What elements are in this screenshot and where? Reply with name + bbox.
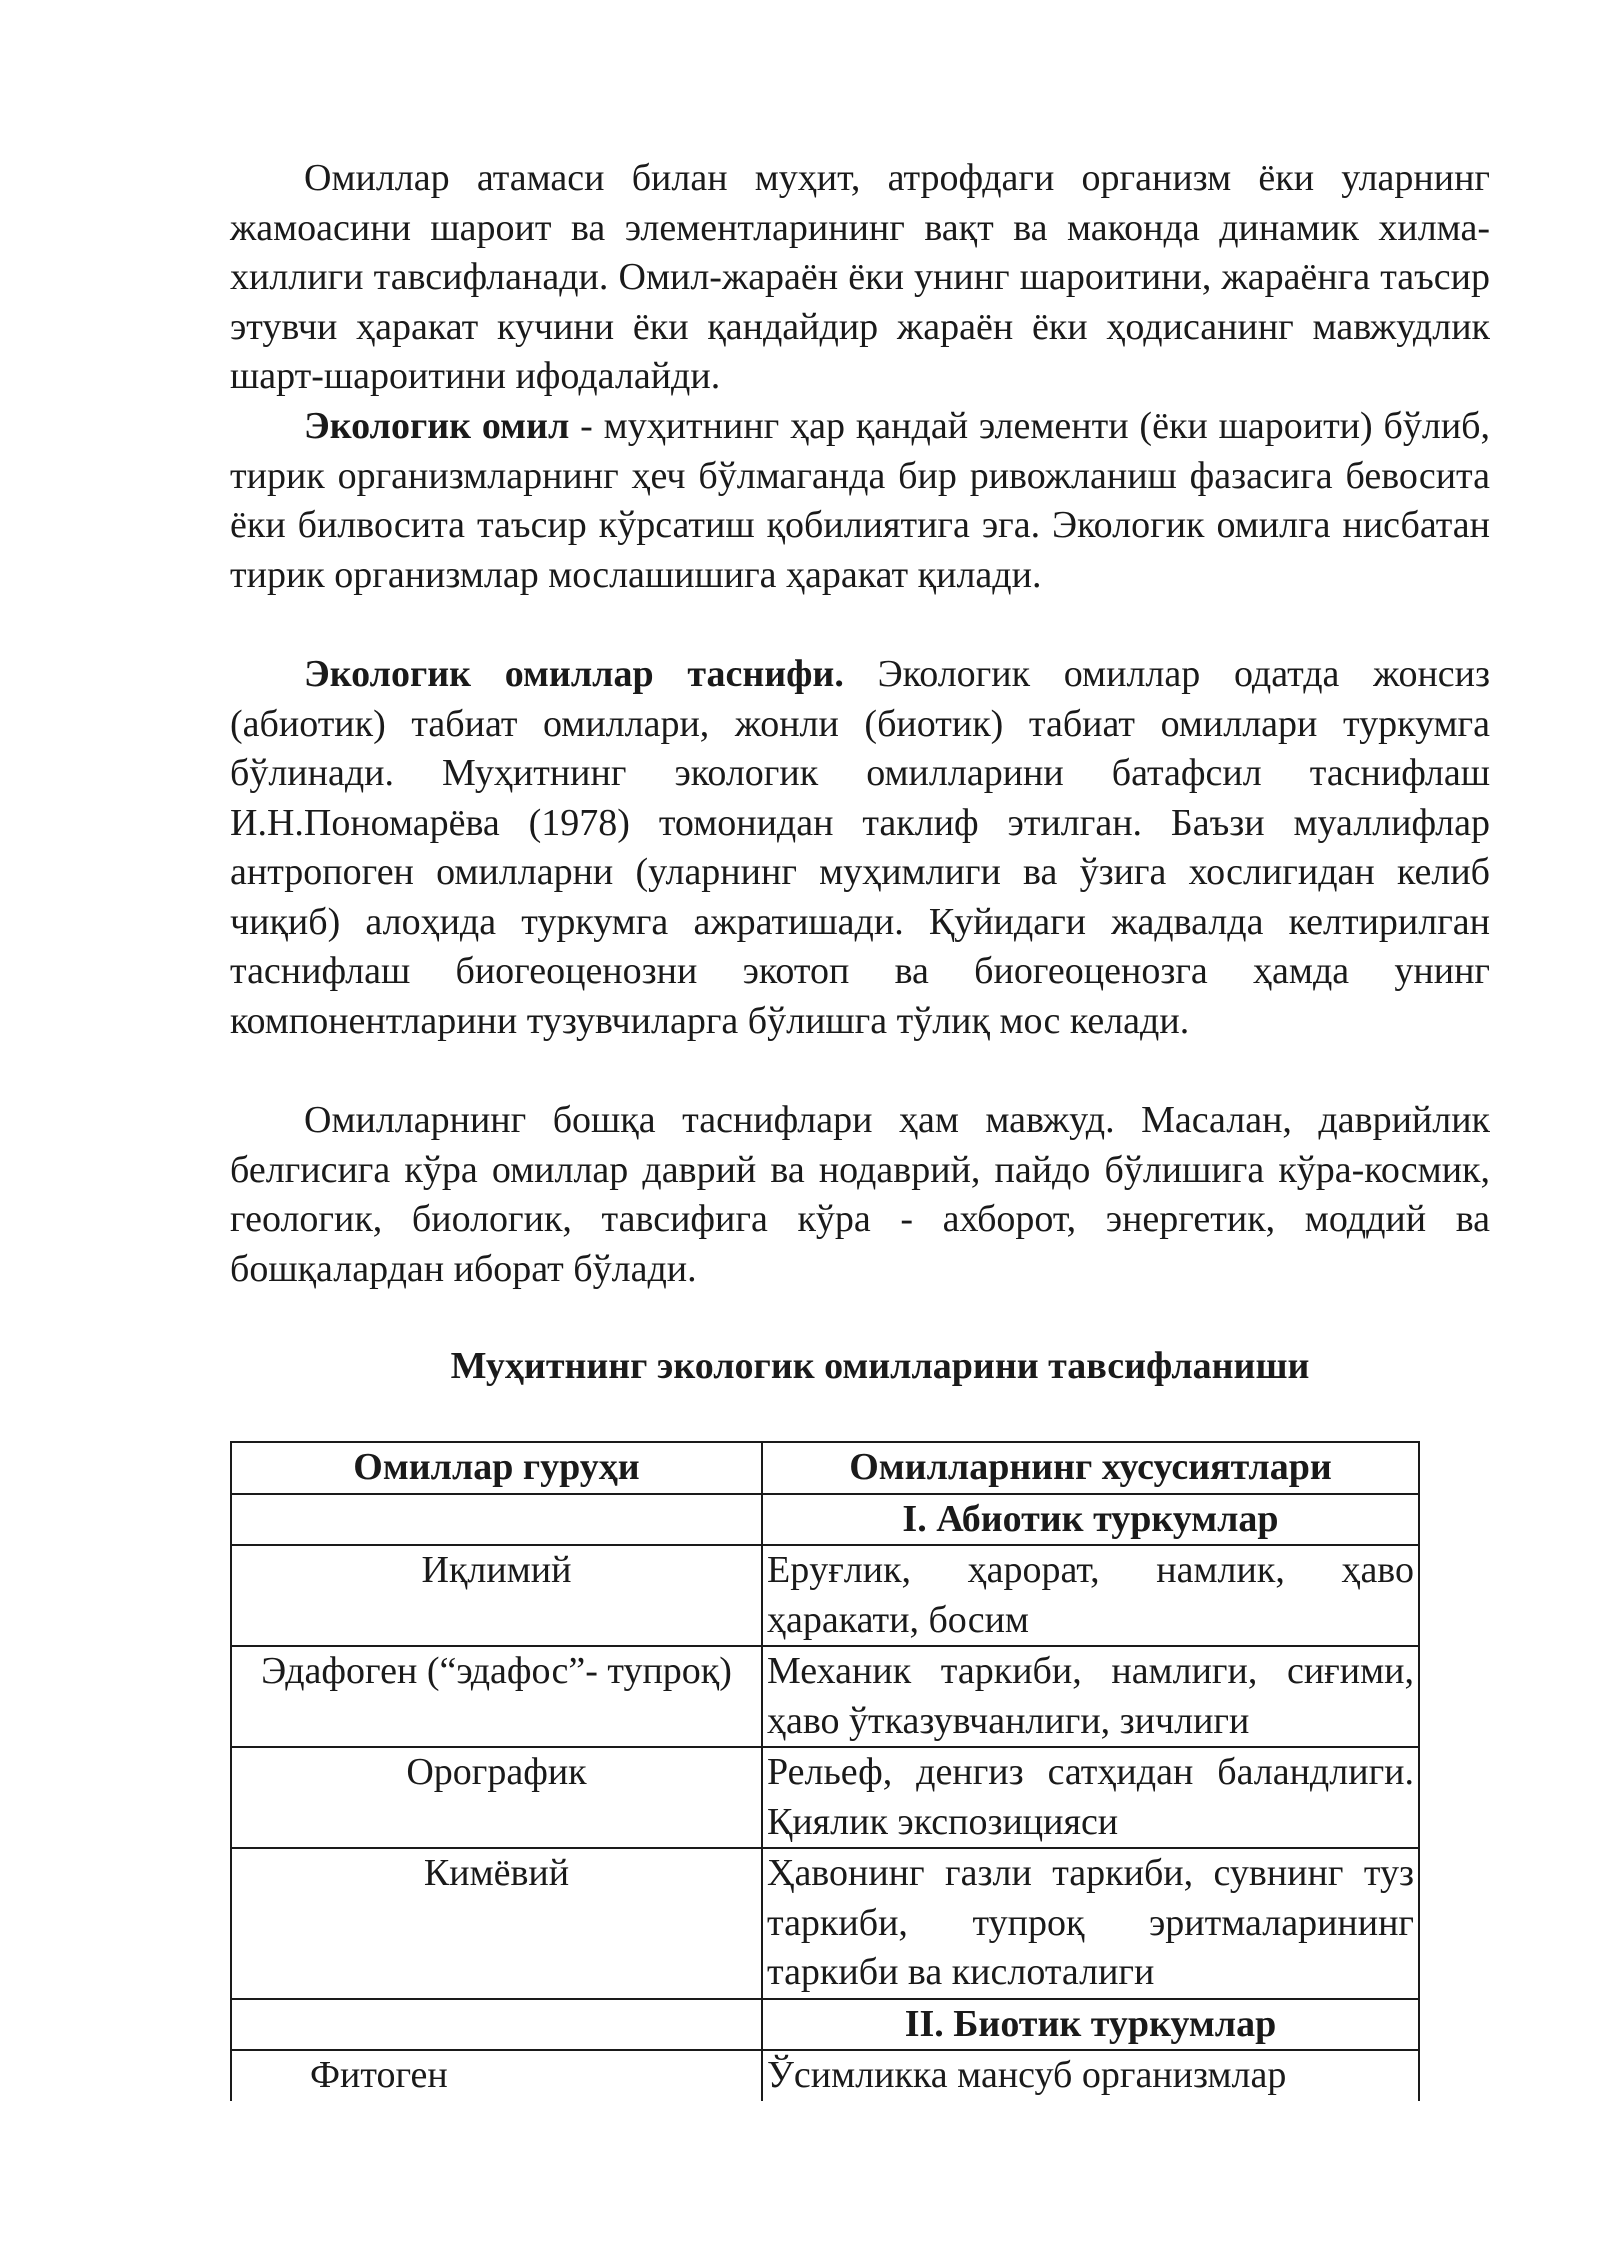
factors-table	[230, 1441, 1420, 2101]
table-row	[231, 1747, 1419, 1848]
section-empty-cell	[231, 1999, 762, 2051]
paragraph-3-text: Экологик омиллар одатда жонсиз (абиотик) табиат омиллари, жонли (биотик) табиат омиллари туркумга бўлинади. Муҳитнинг экологик омилларини батафсил таснифлаш И.Н.Пономарёва (1978) томонидан таклиф этилган. Баъзи муаллифлар антропоген омилларни (уларнинг муҳимлиги ва ўзига хослигидан келиб чиқиб) алоҳида туркумга ажратишади. Қуйидаги жадвалда келтирилган таснифлаш биогеоценозни экотоп ва биогеоценозга ҳамда унинг компонентларини тузувчиларга бўлишга тўлиқ мос келади.	[230, 653, 1491, 1042]
table-header-row	[231, 1442, 1419, 1494]
section-abiotic: I. Абиотик туркумлар	[762, 1494, 1419, 1546]
paragraph-2-text: - муҳитнинг ҳар қандай элементи (ёки шароити) бўлиб, тирик организмларнинг ҳеч бўлмаганда бир ривожланиш фазасига бевосита ёки билвосита таъсир кўрсатиш қобилиятига эга. Экологик омилга нисбатан тирик организмлар мослашишига ҳаракат қилади.	[230, 405, 1491, 596]
paragraph-1	[230, 154, 1490, 402]
paragraph-4	[230, 1096, 1490, 1294]
header-group: Омиллар гуруҳи	[231, 1442, 762, 1494]
table-row	[231, 1646, 1419, 1747]
section-biotic: II. Биотик туркумлар	[762, 1999, 1419, 2051]
table-title: Муҳитнинг экологик омилларини тавсифланиши	[450, 1345, 1310, 1387]
props-cell: Ўсимликка мансуб организмлар	[762, 2050, 1419, 2101]
paragraph-2-bold: Экологик омил	[304, 405, 570, 447]
props-cell: Ерyғлик, ҳарорат, намлик, ҳаво ҳаракати, босим	[762, 1545, 1419, 1646]
table-row	[231, 2050, 1419, 2101]
group-cell: Орографик	[231, 1747, 762, 1848]
paragraph-4-text: Омилларнинг бошқа таснифлари ҳам мавжуд. Масалан, даврийлик белгисига кўра омиллар даврий ва нодаврий, пайдо бўлишига кўра-космик, геологик, биологик, тавсифига кўра - ахборот, энергетик, моддий ва бошқалардан иборат бўлади.	[230, 1099, 1490, 1290]
paragraph-2	[230, 402, 1490, 600]
paragraph-1-text: Омиллар атамаси билан муҳит, атрофдаги организм ёки уларнинг жамоасини шароит ва элементларининг вақт ва маконда динамик хилма-хиллиги тавсифланади. Омил-жараён ёки унинг шароитини, жараёнга таъсир этувчи ҳаракат кучини ёки қандайдир жараён ёки ҳодисанинг мавжудлик шарт-шароитини ифодалайди.	[230, 157, 1490, 397]
section-row-abiotic	[231, 1494, 1419, 1546]
group-cell: Иқлимий	[231, 1545, 762, 1646]
paragraph-3	[230, 650, 1490, 1046]
section-empty-cell	[231, 1494, 762, 1546]
paragraph-3-bold: Экологик омиллар таснифи.	[304, 653, 844, 695]
props-cell: Ҳавонинг газли таркиби, сувнинг туз таркиби, тупроқ эритмаларининг таркиби ва кислоталиги	[762, 1848, 1419, 1999]
group-cell: Фитоген	[231, 2050, 762, 2101]
header-props: Омилларнинг хусусиятлари	[762, 1442, 1419, 1494]
group-cell: Кимёвий	[231, 1848, 762, 1999]
props-cell: Механик таркиби, намлиги, сиғими, ҳаво ўтказувчанлиги, зичлиги	[762, 1646, 1419, 1747]
table-row	[231, 1545, 1419, 1646]
group-cell: Эдафоген (“эдафос”- тупроқ)	[231, 1646, 762, 1747]
table-row	[231, 1848, 1419, 1999]
props-cell: Рельеф, денгиз сатҳидан баландлиги. Қиялик экспозицияси	[762, 1747, 1419, 1848]
section-row-biotic	[231, 1999, 1419, 2051]
